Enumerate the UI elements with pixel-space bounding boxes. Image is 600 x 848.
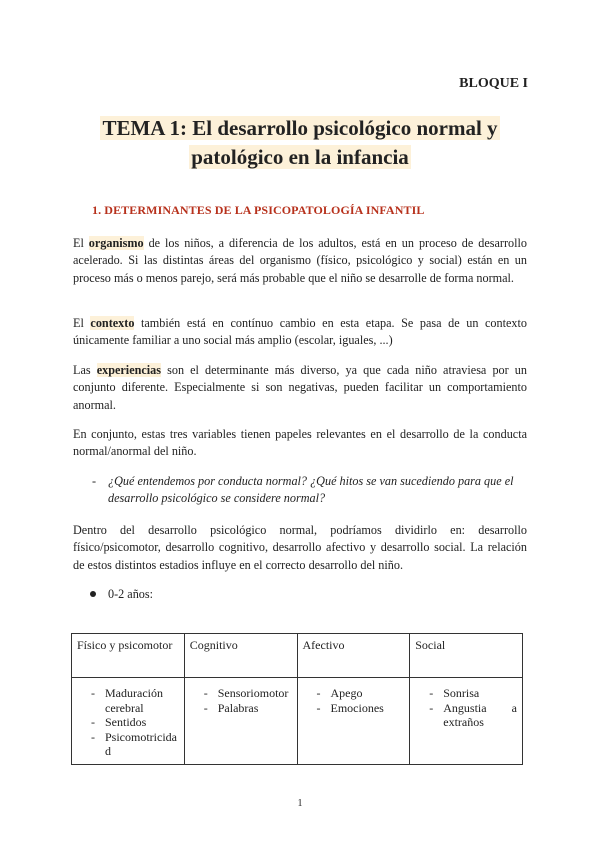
p1-keyword: organismo — [88, 236, 144, 250]
list-item: - Apego — [303, 686, 405, 701]
table-header-cell: Social — [410, 634, 523, 678]
p2-text: también está en contínuo cambio en esta etapa. Se pasa de un contexto únicamente familiar a uno social más amplio (escolar, iguales, ...) — [73, 316, 527, 348]
table-cell — [297, 678, 410, 765]
paragraph-conjunto: En conjunto, estas tres variables tienen papeles relevantes en el desarrollo de la conducta normal/anormal del niño. — [73, 427, 527, 459]
table-cell — [410, 678, 523, 765]
development-table — [71, 633, 523, 765]
list-item: - Angustia a extraños — [415, 701, 517, 730]
p2-pre: El — [73, 316, 91, 330]
title-line-2: patológico en la infancia — [191, 145, 409, 169]
dash-marker: - — [92, 474, 97, 488]
table-header-cell: Afectivo — [297, 634, 410, 678]
paragraph-desarrollo: Dentro del desarrollo psicológico normal, podríamos dividirlo en: desarrollo físico/psicomotor, desarrollo cognitivo, desarrollo afectivo y desarrollo social. La relación de estos distintos estadios influye en el correcto desarrollo del niño. — [73, 523, 527, 572]
list-item: - Sentidos — [77, 715, 179, 730]
bullet-dot-icon — [90, 591, 96, 597]
question-text: ¿Qué entendemos por conducta normal? ¿Qué hitos se van sucediendo para que el desarrollo psicológico se considere normal? — [108, 474, 514, 506]
block-label: BLOQUE I — [459, 76, 528, 91]
p3-keyword: experiencias — [96, 363, 162, 377]
page-number: 1 — [297, 798, 303, 809]
table-cell — [184, 678, 297, 765]
list-item: - Palabras — [190, 701, 292, 716]
table-header-cell: Cognitivo — [184, 634, 297, 678]
age-bullet — [90, 587, 153, 602]
table-row — [72, 678, 523, 765]
page-title — [60, 114, 540, 172]
p1-pre: El — [73, 236, 89, 250]
paragraph-organismo — [73, 235, 527, 287]
paragraph-contexto — [73, 315, 527, 350]
question-item — [92, 473, 527, 508]
p3-pre: Las — [73, 363, 97, 377]
list-item: - Sensoriomotor — [190, 686, 292, 701]
list-item: - Sonrisa — [415, 686, 517, 701]
paragraph-experiencias — [73, 362, 527, 414]
title-line-1: TEMA 1: El desarrollo psicológico normal y — [102, 116, 498, 140]
list-item: - Emociones — [303, 701, 405, 716]
list-item: - Maduración cerebral — [77, 686, 179, 715]
p3-text: son el determinante más diverso, ya que cada niño atraviesa por un conjunto diferente. Especialmente si son negativas, pueden facilitar un comportamiento anormal. — [73, 363, 527, 412]
table-cell — [72, 678, 185, 765]
p1-text: de los niños, a diferencia de los adultos, está en un proceso de desarrollo acelerado. Si las distintas áreas del organismo (físico, psicológico y social) están en un proceso más o menos parejo, será más probable que el niño se desarrolle de forma normal. — [73, 236, 527, 285]
list-item: - Psicomotricidad — [77, 730, 179, 759]
table-header-row — [72, 634, 523, 678]
age-label: 0-2 años: — [108, 587, 154, 601]
table-header-cell: Físico y psicomotor — [72, 634, 185, 678]
p2-keyword: contexto — [90, 316, 135, 330]
section-heading: 1. DETERMINANTES DE LA PSICOPATOLOGÍA INFANTIL — [92, 203, 425, 217]
